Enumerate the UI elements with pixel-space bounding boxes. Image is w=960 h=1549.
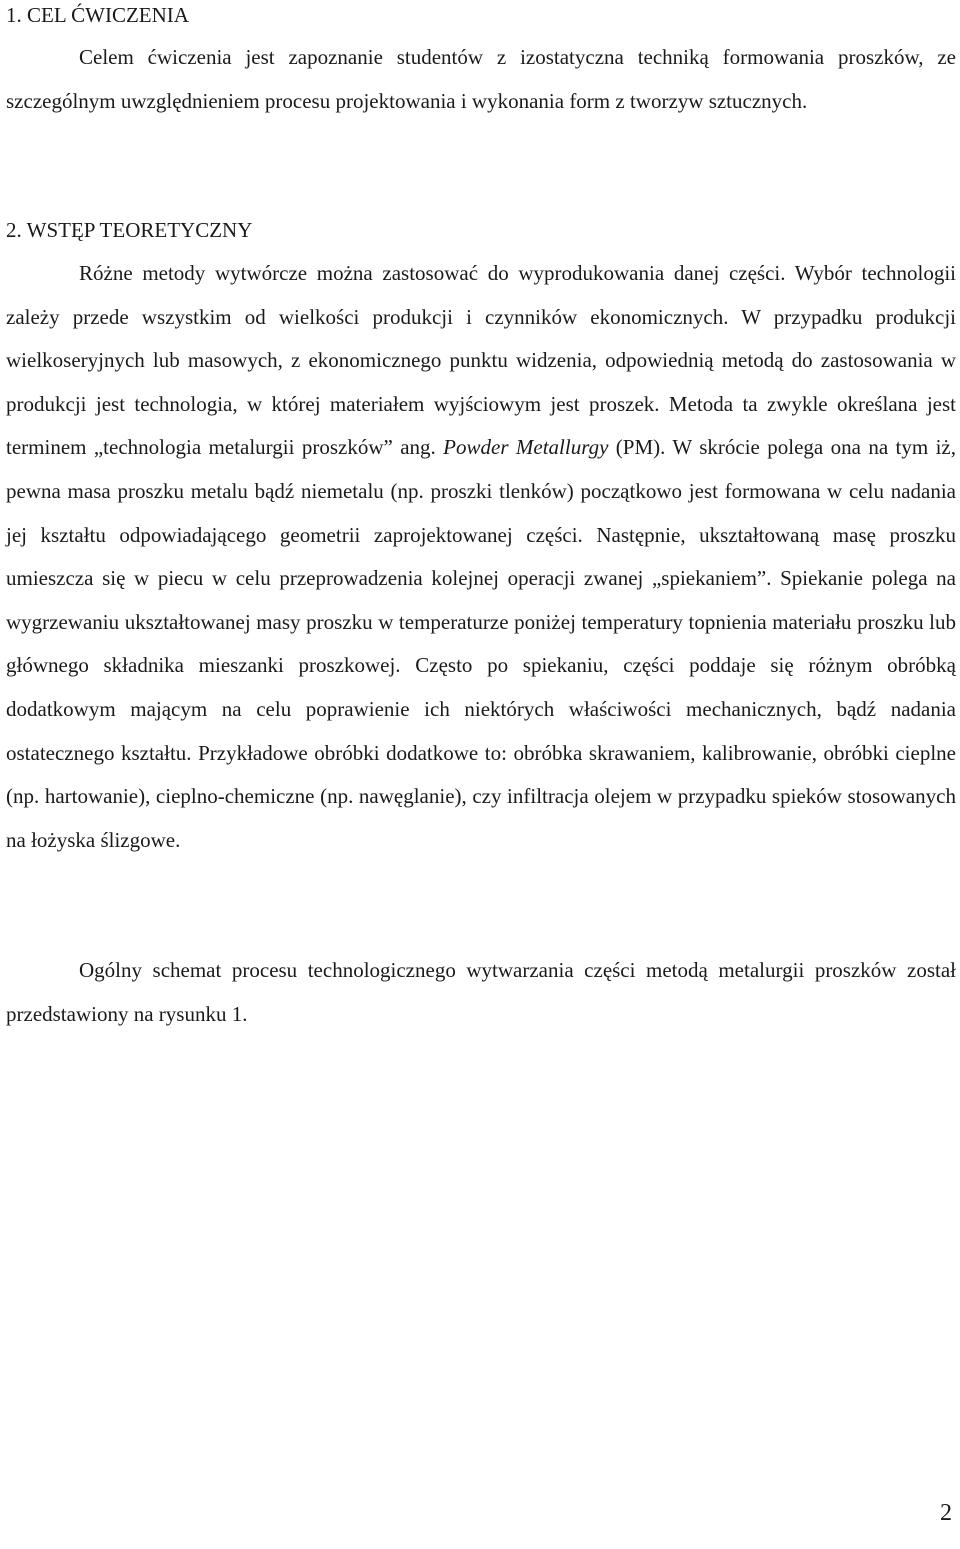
section-2-paragraph-2: Ogólny schemat procesu technologicznego wytwarzania części metodą metalurgii proszków został przedstawiony na rysunku 1. xyxy=(6,958,956,1026)
paragraph-italic-term: Powder Metallurgy xyxy=(443,435,609,460)
paragraph-text-part2: (PM). W skrócie polega ona na tym iż, pewna masa proszku metalu bądź niemetalu (np. proszki tlenków) początkowo jest formowana w celu nadania jej kształtu odpowiadającego geometrii zaprojektowanej części. Następnie, ukształtowaną masę proszku umieszcza się w piecu w celu przeprowadzenia kolejnej operacji zwanej „spiekaniem”. Spiekanie polega na wygrzewaniu ukształtowanej masy proszku w temperaturze poniżej temperatury topnienia materiału proszku lub głównego składnika mieszanki proszkowej. Często po spiekaniu, części poddaje się różnym obróbką dodatkowym mającym na celu poprawienie ich niektórych właściwości mechanicznych, bądź nadania ostatecznego kształtu. Przykładowe obróbki dodatkowe to: obróbka skrawaniem, kalibrowanie, obróbki cieplne (np. hartowanie), cieplno-chemiczne (np. nawęglanie), czy infiltracja olejem w przypadku spieków stosowanych na łożyska ślizgowe. xyxy=(6,435,957,852)
section-2-paragraph xyxy=(6,252,956,862)
paragraph-text-part1: Różne metody wytwórcze można zastosować do wyprodukowania danej części. Wybór technologii zależy przede wszystkim od wielkości produkcji i czynników ekonomicznych. W przypadku produkcji wielkoseryjnych lub masowych, z ekonomicznego punktu widzenia, odpowiednią metodą do zastosowania w produkcji jest technologia, w której materiałem wyjściowym jest proszek. Metoda ta zwykle określana jest terminem „technologia metalurgii proszków” ang. xyxy=(6,261,956,460)
page-number: 2 xyxy=(940,1500,952,1526)
section-1-paragraph: Celem ćwiczenia jest zapoznanie studentów z izostatyczna techniką formowania proszków, ze szczególnym uwzględnieniem procesu projektowania i wykonania form z tworzyw sztucznych. xyxy=(6,45,956,113)
section-2-heading: 2. WSTĘP TEORETYCZNY xyxy=(6,218,253,242)
section-1-heading: 1. CEL ĆWICZENIA xyxy=(6,3,189,27)
